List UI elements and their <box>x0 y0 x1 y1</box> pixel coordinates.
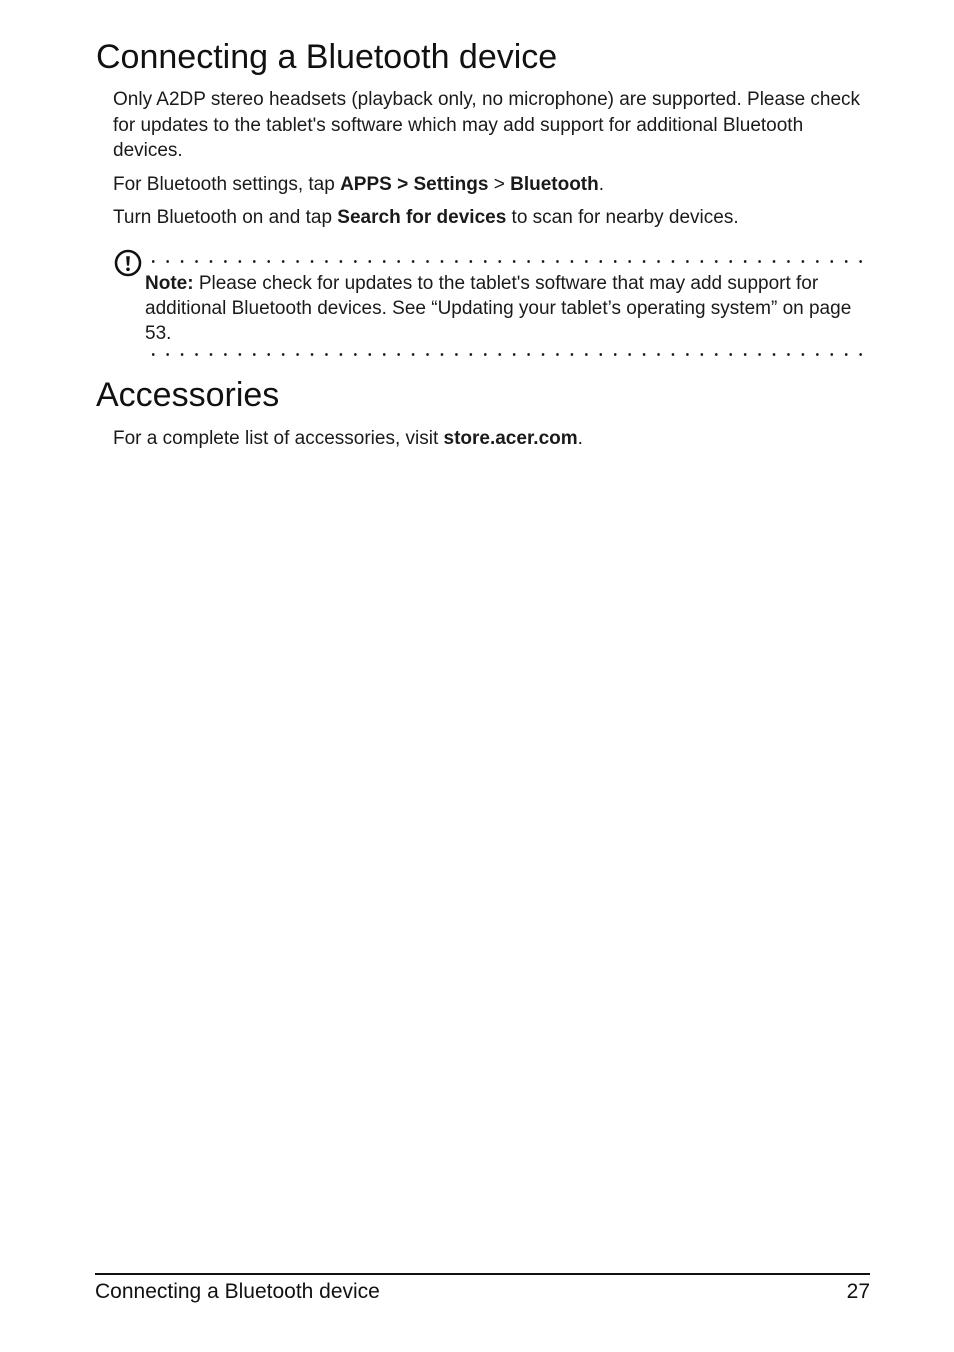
paragraph-search-devices <box>113 205 873 231</box>
note-text <box>145 271 875 346</box>
note-body: Please check for updates to the tablet's software that may add support for additional Bluetooth devices. See “Updating your tablet’s operating system” on page 53. <box>145 273 852 344</box>
paragraph-supported-headsets: Only A2DP stereo headsets (playback only, no microphone) are supported. Please check for updates to the tablet's software which may add support for additional Bluetooth devices. <box>113 89 861 161</box>
text-segment: to scan for nearby devices. <box>506 207 739 228</box>
text-segment: > <box>488 174 511 195</box>
text-segment: For a complete list of accessories, visit <box>113 428 444 449</box>
section-heading-bluetooth: Connecting a Bluetooth device <box>96 38 558 76</box>
store-link-text: store.acer.com <box>443 428 578 449</box>
section-heading-accessories: Accessories <box>96 376 280 414</box>
note-top-divider <box>146 260 870 263</box>
search-for-devices-label: Search for devices <box>337 207 507 228</box>
note-bottom-divider <box>146 353 870 356</box>
footer-page-number: 27 <box>846 1280 870 1303</box>
text-segment: . <box>577 428 583 449</box>
text-segment: . <box>598 174 605 195</box>
note-label: Note: <box>145 273 194 294</box>
footer-divider <box>95 1273 870 1275</box>
text-segment: For Bluetooth settings, tap <box>113 174 341 195</box>
footer-section-title: Connecting a Bluetooth device <box>95 1280 380 1303</box>
paragraph-bluetooth-settings-path <box>113 172 873 198</box>
exclamation-circle-icon <box>114 248 144 278</box>
paragraph-accessories <box>113 426 873 452</box>
menu-path-bluetooth: Bluetooth <box>510 174 599 195</box>
menu-path-apps-settings: APPS > Settings <box>340 174 489 195</box>
text-segment: Turn Bluetooth on and tap <box>113 207 338 228</box>
